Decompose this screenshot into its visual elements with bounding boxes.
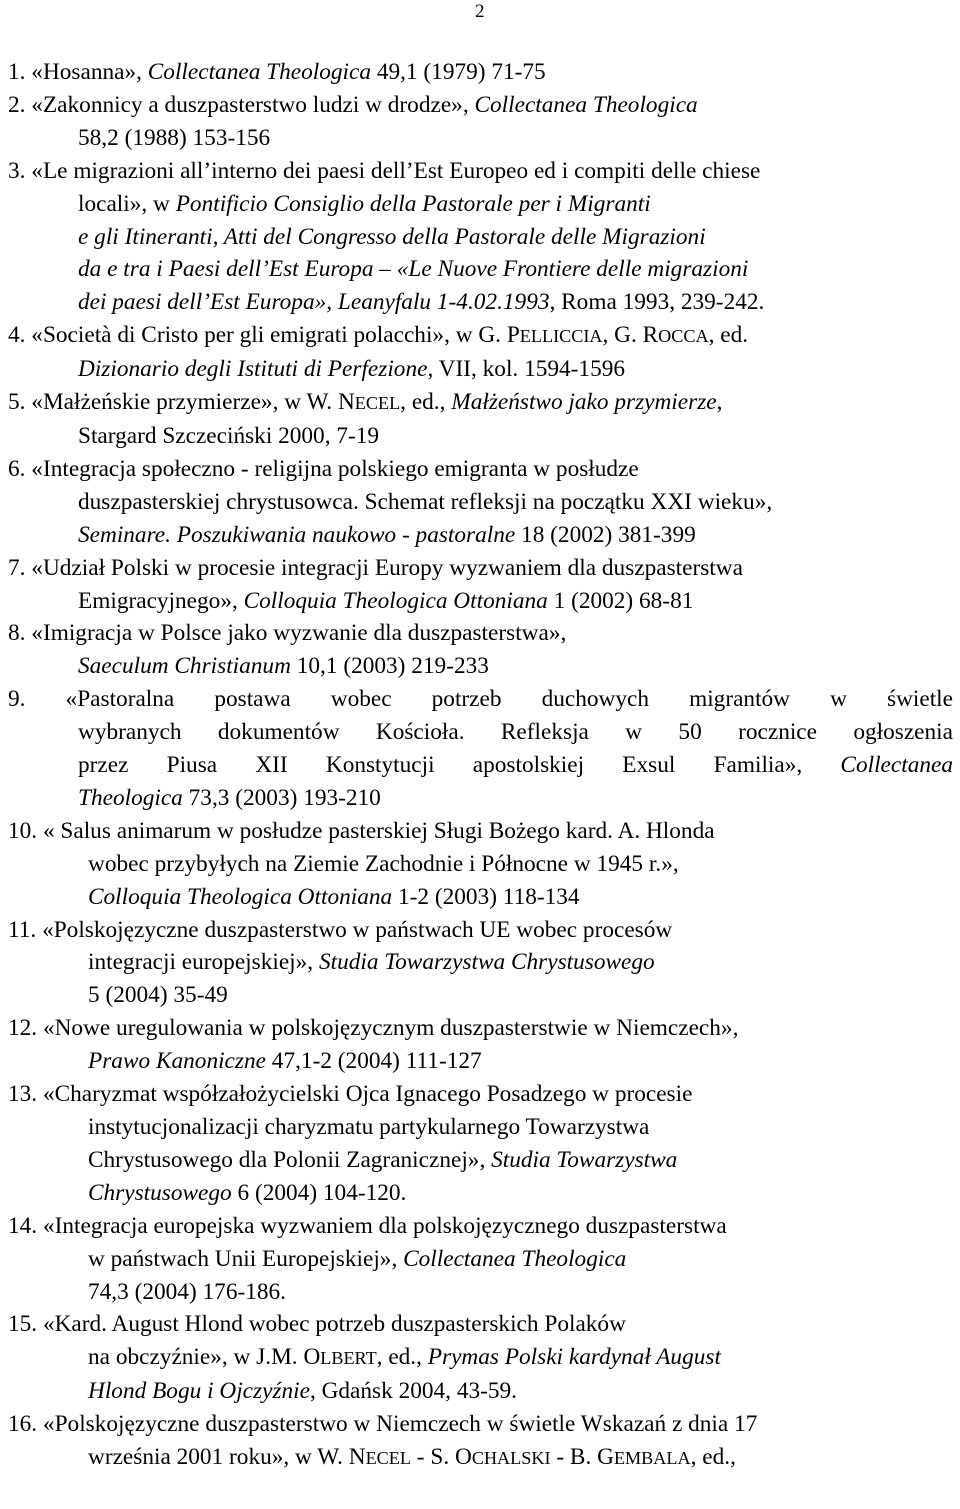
entry-line [8, 1243, 953, 1276]
entry-line [8, 1341, 953, 1375]
italic-title-text: Collectanea Theologica [403, 1245, 627, 1272]
small-caps-text: ECEL [365, 1448, 411, 1469]
entry-text: , ed., [690, 1444, 736, 1471]
bibliography-entry [8, 1308, 953, 1408]
entry-line [8, 420, 953, 453]
bibliography-entry [8, 56, 953, 89]
bibliography-entry [8, 683, 953, 815]
entry-line [8, 1408, 953, 1441]
entry-text: 6. «Integracja społeczno - religijna polskiego emigranta w posłudze [8, 455, 639, 482]
italic-title-text: Seminare. Poszukiwania naukowo - pastoralne [78, 521, 516, 548]
italic-title-text: Małżeństwo jako przymierze [451, 389, 717, 416]
entry-text: duszpasterskiej chrystusowca. Schemat refleksji na początku XXI wieku», [78, 488, 773, 515]
entry-line [8, 881, 953, 914]
entry-line [8, 188, 953, 221]
entry-text: 4. «Società di Cristo per gli emigrati polacchi», w G. P [8, 322, 520, 349]
italic-title-text: Studia Towarzystwa Chrystusowego [318, 949, 655, 976]
entry-text: 10. « Salus animarum w posłudze pasterskiej Sługi Bożego kard. A. Hlonda [8, 817, 715, 844]
entry-text: na obczyźnie», w J.M. O [88, 1344, 321, 1371]
italic-title-text: Saeculum Christianum [78, 653, 291, 680]
italic-title-text: Colloquia Theologica Ottoniana [88, 883, 393, 910]
italic-title-text: dei paesi dell’Est Europa», Leanyfalu 1-4.02.1993 [78, 289, 550, 316]
entry-line [8, 319, 953, 353]
entry-text: wobec przybyłych na Ziemie Zachodnie i Północne w 1945 r.», [88, 850, 679, 877]
entry-line [8, 848, 953, 881]
small-caps-text: CHALSKI [471, 1448, 551, 1469]
italic-title-text: Chrystusowego [88, 1179, 232, 1206]
small-caps-text: EMBALA [613, 1448, 691, 1469]
entry-line [8, 1177, 953, 1210]
italic-title-text: Prymas Polski kardynał August [427, 1344, 721, 1371]
entry-line [8, 155, 953, 188]
entry-text: locali», w [78, 190, 176, 217]
small-caps-text: OCCA [658, 326, 709, 347]
entry-text: w państwach Unii Europejskiej», [88, 1245, 404, 1272]
entry-line [8, 386, 953, 420]
italic-title-text: Collectanea [840, 752, 953, 779]
italic-title-text: Collectanea Theologica [474, 91, 698, 118]
entry-text: , ed., [400, 389, 452, 416]
entry-text: , ed. [708, 322, 749, 349]
entry-text: - B. G [550, 1444, 614, 1471]
entry-text: 5 (2004) 35-49 [88, 982, 228, 1009]
entry-text: 1-2 (2003) 118-134 [392, 883, 580, 910]
entry-text: 10,1 (2003) 219-233 [290, 653, 489, 680]
entry-text: 12. «Nowe uregulowania w polskojęzycznym duszpasterstwie w Niemczech», [8, 1015, 739, 1042]
entry-line [8, 914, 953, 947]
entry-text: września 2001 roku», w W. N [88, 1444, 366, 1471]
entry-text: instytucjonalizacji charyzmatu partykularnego Towarzystwa [88, 1114, 650, 1140]
italic-title-text: Studia Towarzystwa [491, 1146, 678, 1173]
entry-text: 15. «Kard. August Hlond wobec potrzeb duszpasterskich Polaków [8, 1311, 626, 1338]
entry-text: 1 (2002) 68-81 [547, 587, 694, 614]
entry-text: 47,1-2 (2004) 111-127 [265, 1048, 482, 1075]
entry-text: 73,3 (2003) 193-210 [182, 784, 381, 811]
italic-title-text: da e tra i Paesi dell’Est Europa – «Le Nuove Frontiere delle migrazioni [78, 256, 749, 283]
italic-title-text: Theologica [78, 784, 183, 811]
italic-title-text: Hlond Bogu i Ojczyźnie [88, 1378, 310, 1405]
entry-line [8, 1375, 953, 1408]
entry-line [8, 716, 953, 749]
bibliography-entry [8, 815, 953, 914]
entry-line [8, 552, 953, 585]
entry-text: wybranych dokumentów Kościoła. Refleksja w 50 rocznice ogłoszenia [78, 719, 953, 746]
entry-line [8, 89, 953, 122]
entry-line [8, 221, 953, 254]
bibliography-entry [8, 1408, 953, 1475]
entry-line [8, 617, 953, 650]
bibliography-entry [8, 155, 953, 320]
entry-text: 3. «Le migrazioni all’interno dei paesi dell’Est Europeo ed i compiti delle chiese [8, 157, 761, 184]
entry-text: 16. «Polskojęzyczne duszpasterstwo w Niemczech w świetle Wskazań z dnia 17 [8, 1411, 758, 1438]
entry-text: integracji europejskiej», [88, 949, 319, 976]
italic-title-text: Pontificio Consiglio della Pastorale per i Migranti [175, 190, 651, 217]
entry-text: 9. «Pastoralna postawa wobec potrzeb duchowych migrantów w świetle [8, 686, 953, 713]
entry-text: 6 (2004) 104-120. [231, 1179, 407, 1206]
entry-line [8, 1308, 953, 1341]
entry-line [8, 1441, 953, 1475]
bibliography-entry [8, 1012, 953, 1078]
entry-text: , Roma 1993, 239-242. [549, 289, 765, 316]
entry-text: 18 (2002) 381-399 [515, 521, 696, 548]
entry-line [8, 1012, 953, 1045]
small-caps-text: ELLICCIA [519, 326, 603, 347]
entry-text: przez Piusa XII Konstytucji apostolskiej Exsul Familia», [78, 752, 841, 779]
entry-text: 14. «Integracja europejska wyzwaniem dla polskojęzycznego duszpasterstwa [8, 1212, 727, 1239]
entry-text: 11. «Polskojęzyczne duszpasterstwo w państwach UE wobec procesów [8, 916, 673, 943]
entry-text: Stargard Szczeciński 2000, 7-19 [78, 422, 380, 449]
italic-title-text: Colloquia Theologica Ottoniana [243, 587, 548, 614]
entry-line [8, 122, 953, 155]
entry-line [8, 1045, 953, 1078]
entry-line [8, 749, 953, 782]
entry-line [8, 1078, 953, 1111]
entry-line [8, 946, 953, 979]
bibliography-entry [8, 1078, 953, 1210]
bibliography-entry [8, 386, 953, 453]
entry-line [8, 56, 953, 89]
italic-title-text: Dizionario degli Istituti di Perfezione [78, 356, 428, 383]
entry-text: Emigracyjnego», [78, 587, 244, 614]
entry-line [8, 1210, 953, 1243]
entry-line [8, 650, 953, 683]
entry-text: , G. R [602, 322, 659, 349]
entry-line [8, 815, 953, 848]
entry-line [8, 253, 953, 286]
entry-text: 7. «Udział Polski w procesie integracji Europy wyzwaniem dla duszpasterstwa [8, 554, 743, 581]
page-number: 2 [475, 1, 485, 22]
bibliography-entry [8, 1210, 953, 1309]
italic-title-text: Prawo Kanoniczne [88, 1048, 266, 1075]
entry-line [8, 585, 953, 618]
bibliography-entry [8, 319, 953, 386]
italic-title-text: e gli Itineranti, Atti del Congresso della Pastorale delle Migrazioni [78, 223, 706, 250]
entry-text: 58,2 (1988) 153-156 [78, 124, 271, 151]
entry-line [8, 1276, 953, 1309]
bibliography-entry [8, 617, 953, 683]
entry-text: 74,3 (2004) 176-186. [88, 1278, 287, 1305]
entry-line [8, 519, 953, 552]
small-caps-text: ECEL [354, 393, 401, 414]
entry-text: 8. «Imigracja w Polsce jako wyzwanie dla duszpasterstwa», [8, 620, 567, 647]
entry-line [8, 1111, 953, 1144]
bibliography-entry [8, 453, 953, 552]
entry-line [8, 286, 953, 319]
entry-text: 49,1 (1979) 71-75 [371, 59, 546, 85]
entry-line [8, 683, 953, 716]
bibliography-entry [8, 552, 953, 618]
italic-title-text: Collectanea Theologica [147, 59, 371, 85]
entry-line [8, 486, 953, 519]
entry-text: , Gdańsk 2004, 43-59. [309, 1378, 518, 1405]
entry-text: - S. O [410, 1444, 472, 1471]
entry-text: 1. «Hosanna», [8, 59, 148, 85]
entry-text: Chrystusowego dla Polonii Zagranicznej», [88, 1146, 492, 1173]
entry-text: 2. «Zakonnicy a duszpasterstwo ludzi w drodze», [8, 91, 475, 118]
small-caps-text: LBERT [320, 1348, 377, 1369]
entry-text: , [716, 389, 723, 416]
entry-line [8, 979, 953, 1012]
entry-line [8, 782, 953, 815]
entry-text: 5. «Małżeńskie przymierze», w W. N [8, 389, 355, 416]
bibliography-list [8, 56, 953, 1475]
entry-text: , VII, kol. 1594-1596 [427, 356, 626, 383]
entry-text: , ed., [376, 1344, 428, 1371]
entry-line [8, 1144, 953, 1177]
bibliography-entry [8, 89, 953, 155]
entry-line [8, 453, 953, 486]
bibliography-entry [8, 914, 953, 1013]
entry-text: 13. «Charyzmat współzałożycielski Ojca Ignacego Posadzego w procesie [8, 1081, 693, 1108]
entry-line [8, 353, 953, 386]
